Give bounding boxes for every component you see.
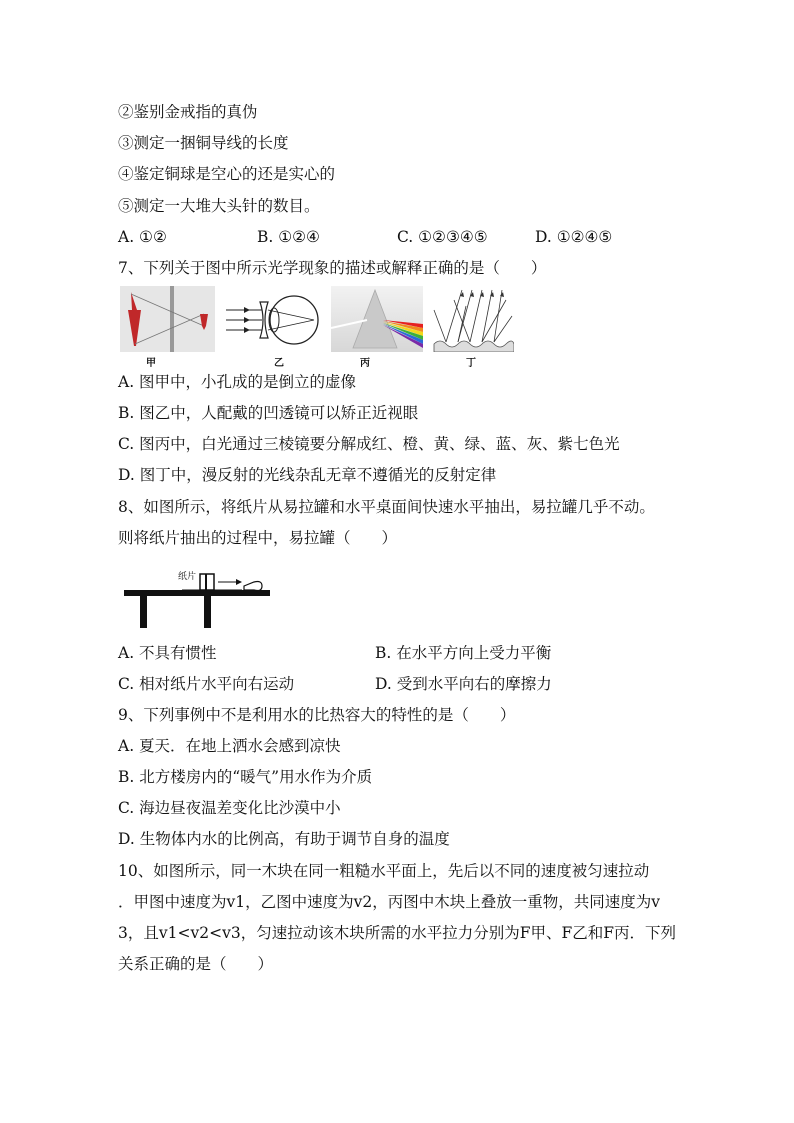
fig-prism [331, 286, 423, 352]
q8-option-b: B. 在水平方向上受力平衡 [375, 644, 552, 662]
q9-stem: 9、下列事例中不是利用水的比热容大的特性的是（ ） [118, 706, 516, 724]
q6-option-a: A. ①② [118, 228, 167, 246]
q9-option-d: D. 生物体内水的比例高，有助于调节自身的温度 [118, 830, 450, 848]
q9-option-a: A. 夏天．在地上洒水会感到凉快 [118, 737, 341, 755]
q10-line2: ．甲图中速度为v1，乙图中速度为v2，丙图中木块上叠放一重物，共同速度为v [118, 893, 660, 911]
q8-stem-line2: 则将纸片抽出的过程中，易拉罐（ ） [118, 529, 398, 547]
q7-option-c: C. 图丙中，白光通过三棱镜要分解成红、橙、黄、绿、蓝、灰、紫七色光 [118, 435, 620, 453]
item-2: ②鉴别金戒指的真伪 [118, 103, 258, 121]
q10-line4: 关系正确的是（ ） [118, 955, 274, 973]
caption-bing: 丙 [360, 358, 370, 369]
q6-option-b: B. ①②④ [257, 228, 320, 246]
q8-option-a: A. 不具有惯性 [118, 644, 217, 662]
q8-option-c: C. 相对纸片水平向右运动 [118, 675, 295, 693]
item-5: ⑤测定一大堆大头针的数目。 [118, 197, 320, 215]
q7-option-b: B. 图乙中，人配戴的凹透镜可以矫正近视眼 [118, 404, 419, 422]
q6-option-d: D. ①②④⑤ [535, 228, 613, 246]
fig-table-can [122, 566, 272, 628]
fig-pinhole [120, 286, 215, 352]
fig-diffuse-reflection [432, 286, 514, 352]
item-4: ④鉴定铜球是空心的还是实心的 [118, 165, 336, 183]
caption-ding: 丁 [466, 358, 476, 369]
caption-jia: 甲 [146, 358, 156, 369]
q10-line1: 10、如图所示，同一木块在同一粗糙水平面上，先后以不同的速度被匀速拉动 [118, 862, 650, 880]
q6-option-c: C. ①②③④⑤ [397, 228, 488, 246]
paper-label: 纸片 [178, 572, 197, 582]
caption-yi: 乙 [274, 358, 284, 369]
item-3: ③测定一捆铜导线的长度 [118, 134, 289, 152]
q10-line3: 3，且v1<v2<v3，匀速拉动该木块所需的水平拉力分别为F甲、F乙和F丙．下列 [118, 924, 676, 942]
q9-option-b: B. 北方楼房内的“暖气”用水作为介质 [118, 768, 373, 786]
q7-option-a: A. 图甲中，小孔成的是倒立的虚像 [118, 373, 357, 391]
q8-option-d: D. 受到水平向右的摩擦力 [375, 675, 552, 693]
q8-stem-line1: 8、如图所示，将纸片从易拉罐和水平桌面间快速水平抽出，易拉罐几乎不动。 [118, 498, 655, 516]
fig-eye-lens [222, 292, 322, 347]
q7-stem: 7、下列关于图中所示光学现象的描述或解释正确的是（ ） [118, 259, 547, 277]
q7-option-d: D. 图丁中，漫反射的光线杂乱无章不遵循光的反射定律 [118, 466, 497, 484]
q9-option-c: C. 海边昼夜温差变化比沙漠中小 [118, 799, 341, 817]
